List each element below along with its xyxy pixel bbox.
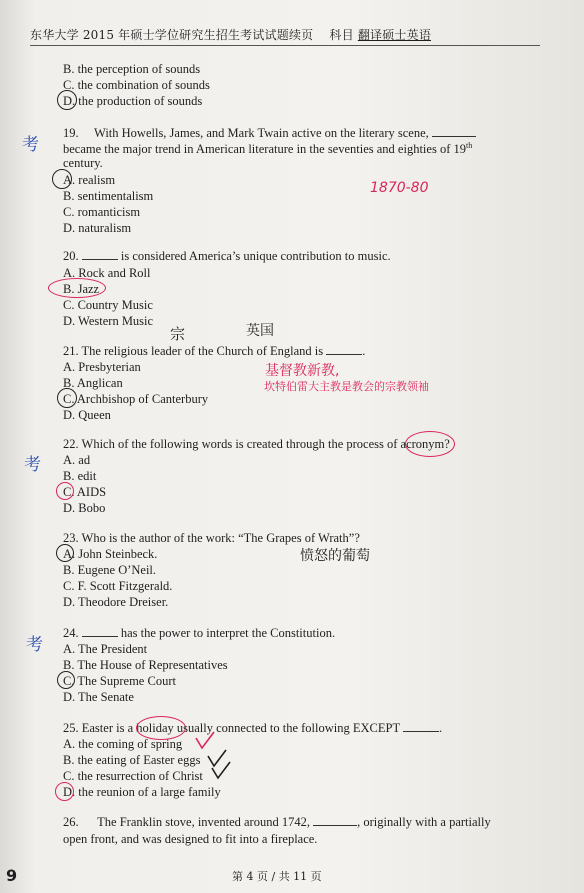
option: C. the resurrection of Christ — [63, 769, 203, 783]
question-text: The religious leader of the Church of England is — [81, 344, 324, 358]
subject-label: 科目 — [329, 28, 354, 42]
question-26 — [63, 815, 491, 830]
option: B. The House of Representatives — [63, 658, 228, 672]
annotation-jidu-line2: 坎特伯雷大主教是教会的宗教领袖 — [264, 380, 429, 393]
page-header — [30, 26, 540, 46]
answer-blank — [82, 626, 118, 637]
question-text: century. — [63, 156, 103, 170]
option: B. Anglican — [63, 376, 123, 390]
answer-circle — [57, 388, 77, 408]
annotation-kao: 考 — [24, 455, 41, 475]
annotation-kao: 考 — [26, 635, 43, 655]
answer-circle — [55, 782, 74, 801]
answer-circle — [57, 671, 75, 689]
question-number: 26. — [63, 815, 79, 829]
option: A. John Steinbeck. — [63, 547, 158, 561]
subject-value: 翻译硕士英语 — [357, 28, 432, 42]
answer-circle — [56, 544, 74, 562]
option: C. Country Music — [63, 298, 153, 312]
question-number: 19. — [63, 126, 79, 140]
option: C. romanticism — [63, 205, 141, 219]
question-text: Which of the following words is created through the process of acronym? — [81, 437, 450, 451]
option: C. the combination of sounds — [63, 78, 210, 92]
annotation-yingguo: 英国 — [246, 323, 274, 339]
question-25: 25. Easter is a holiday usually connected to the following EXCEPT . — [63, 721, 443, 735]
question-19 — [63, 126, 476, 141]
answer-circle — [52, 169, 72, 189]
option: C. AIDS — [63, 485, 107, 499]
answer-circle — [48, 278, 106, 298]
question-24 — [63, 626, 335, 641]
option: C. F. Scott Fitzgerald. — [63, 579, 173, 593]
answer-blank — [313, 815, 357, 826]
option: A. Presbyterian — [63, 360, 141, 374]
question-text: open front, and was designed to fit into a fireplace. — [63, 832, 318, 846]
keyword-circle — [405, 431, 455, 457]
question-22 — [63, 437, 450, 452]
option: B. the perception of sounds — [63, 62, 201, 76]
question-text: Easter is a holiday usually connected to the following EXCEPT — [81, 721, 400, 735]
option: D. The Senate — [63, 690, 134, 704]
answer-blank — [432, 126, 476, 137]
question-20 — [63, 249, 391, 264]
annotation-jidu: 基督教新教, — [265, 363, 340, 379]
question-number: 24. — [63, 626, 79, 640]
checkmark-icon — [192, 730, 236, 780]
page-number: 9 — [6, 866, 18, 885]
option: D. the reunion of a large family — [63, 785, 221, 799]
question-number: 21. — [63, 344, 79, 358]
question-number: 25. — [63, 721, 79, 735]
option: D. Western Music — [63, 314, 154, 328]
answer-blank — [403, 721, 439, 732]
question-text: became the major trend in American literature in the seventies and eighties of 19 — [63, 142, 466, 157]
option: C. Archbishop of Canterbury — [63, 392, 209, 406]
question-number: 22. — [63, 437, 79, 451]
question-text: The Franklin stove, invented around 1742, — [97, 815, 310, 829]
option: D. Bobo — [63, 501, 106, 515]
question-number: 23. — [63, 531, 79, 545]
question-19-cont — [63, 141, 472, 157]
question-text: , originally with a partially — [357, 815, 491, 829]
question-text: With Howells, James, and Mark Twain active on the literary scene, — [94, 126, 429, 140]
option: A. ad — [63, 453, 91, 467]
question-text: Who is the author of the work: “The Grapes of Wrath”? — [81, 531, 360, 545]
option: B. Eugene O’Neil. — [63, 563, 157, 577]
question-number: 20. — [63, 249, 79, 263]
annotation-zong: 宗 — [170, 325, 186, 343]
question-text: is considered America’s unique contribution to music. — [120, 249, 391, 263]
answer-blank — [82, 249, 118, 260]
header-title: 东华大学 2015 年硕士学位研究生招生考试试题续页 — [30, 28, 314, 42]
option: D. Queen — [63, 408, 111, 422]
option: A. Rock and Roll — [63, 266, 151, 280]
option: C. The Supreme Court — [63, 674, 176, 688]
option: B. the eating of Easter eggs — [63, 753, 201, 767]
option: D. naturalism — [63, 221, 132, 235]
option: B. Jazz — [63, 282, 100, 296]
annotation-year-range: 1870-80 — [370, 180, 429, 196]
annotation-grapes: 愤怒的葡萄 — [300, 548, 370, 564]
annotation-kao: 考 — [22, 135, 39, 155]
keyword-circle — [136, 716, 186, 740]
superscript: th — [465, 141, 473, 150]
page-footer: 第 4 页 / 共 11 页 — [232, 870, 322, 883]
option: A. realism — [63, 173, 116, 187]
answer-blank — [326, 344, 362, 355]
option: B. edit — [63, 469, 97, 483]
answer-circle — [56, 482, 74, 500]
answer-circle — [57, 90, 77, 110]
option: B. sentimentalism — [63, 189, 154, 203]
option: D. the production of sounds — [63, 94, 203, 108]
question-21: 21. The religious leader of the Church of England is . — [63, 344, 366, 358]
option: A. the coming of spring — [63, 737, 183, 751]
option: A. The President — [63, 642, 148, 656]
question-23 — [63, 531, 360, 546]
option: D. Theodore Dreiser. — [63, 595, 169, 609]
question-text: has the power to interpret the Constitution. — [120, 626, 336, 640]
